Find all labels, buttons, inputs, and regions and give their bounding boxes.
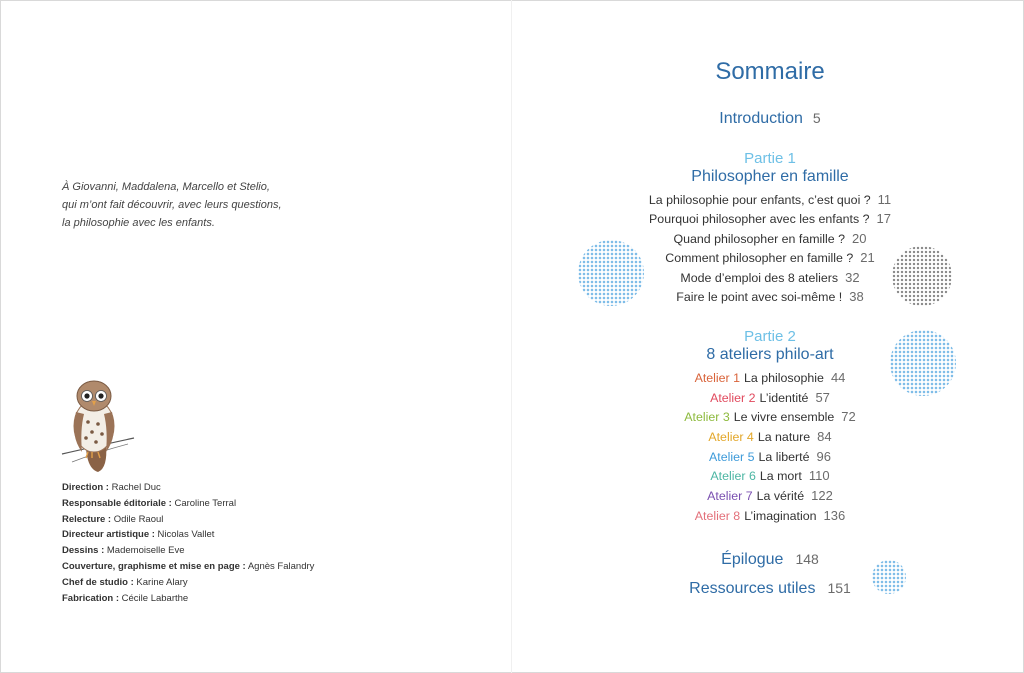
toc-resources[interactable] bbox=[570, 580, 970, 598]
dedication bbox=[62, 178, 362, 232]
toc-entry-label: Ressources utiles bbox=[689, 580, 816, 597]
toc-page-number: 96 bbox=[816, 449, 831, 464]
toc-atelier-entry[interactable] bbox=[570, 468, 970, 483]
toc-entry-label: L’imagination bbox=[744, 509, 817, 523]
toc-page-number: 20 bbox=[852, 231, 867, 246]
toc-title: Sommaire bbox=[715, 58, 825, 85]
toc-entry-label: Quand philosopher en famille ? bbox=[673, 232, 846, 246]
toc-page-number: 84 bbox=[817, 429, 832, 444]
part2-label: Partie 2 bbox=[744, 328, 796, 345]
toc-page-number: 32 bbox=[845, 270, 860, 285]
atelier-number: Atelier 8 bbox=[694, 509, 741, 523]
toc-atelier-entry[interactable] bbox=[570, 488, 970, 503]
toc-page-number: 151 bbox=[827, 580, 851, 596]
page-gutter bbox=[511, 0, 512, 673]
toc-entry[interactable] bbox=[570, 270, 970, 285]
credit-label: Dessins : bbox=[62, 545, 105, 557]
credit-row bbox=[62, 575, 314, 591]
toc-entry-label: Introduction bbox=[719, 110, 803, 127]
toc-entry-label: La mort bbox=[759, 469, 802, 483]
credit-value: Rachel Duc bbox=[108, 482, 161, 493]
toc-entry[interactable] bbox=[570, 192, 970, 207]
toc-atelier-entry[interactable] bbox=[570, 370, 970, 385]
atelier-number: Atelier 6 bbox=[710, 469, 756, 483]
toc-entry[interactable] bbox=[570, 211, 970, 226]
credit-row bbox=[62, 496, 314, 512]
toc-page-number: 57 bbox=[815, 390, 830, 405]
atelier-number: Atelier 4 bbox=[708, 430, 754, 444]
toc-entry-label: La philosophie pour enfants, c’est quoi ? bbox=[648, 193, 871, 207]
toc-entry-label: La vérité bbox=[756, 489, 805, 503]
atelier-number: Atelier 3 bbox=[684, 410, 730, 424]
atelier-number: Atelier 5 bbox=[709, 450, 755, 464]
credit-row bbox=[62, 591, 314, 607]
toc-entry-label: L’identité bbox=[759, 391, 809, 405]
toc-atelier-entry[interactable] bbox=[570, 449, 970, 464]
credit-value: Cécile Labarthe bbox=[119, 592, 189, 604]
credit-label: Couverture, graphisme et mise en page : bbox=[62, 560, 246, 572]
credit-row bbox=[62, 527, 314, 543]
credit-value: Nicolas Vallet bbox=[154, 529, 215, 541]
atelier-number: Atelier 7 bbox=[707, 489, 753, 503]
credit-value: Agnès Falandry bbox=[245, 560, 315, 572]
toc-entry[interactable] bbox=[570, 289, 970, 304]
credit-label: Responsable éditoriale : bbox=[62, 497, 172, 509]
credit-label: Fabrication : bbox=[62, 592, 120, 604]
toc-page-number: 44 bbox=[830, 370, 846, 385]
toc-page-number: 136 bbox=[823, 508, 846, 523]
toc-page-number: 21 bbox=[860, 250, 875, 265]
credit-value: Karine Alary bbox=[133, 576, 188, 588]
part2-title: 8 ateliers philo-art bbox=[706, 346, 834, 363]
toc-atelier-entry[interactable] bbox=[570, 508, 970, 523]
credit-row bbox=[62, 480, 314, 496]
credit-label: Directeur artistique : bbox=[62, 529, 155, 541]
part1-title: Philosopher en famille bbox=[691, 168, 849, 185]
toc-entry[interactable] bbox=[570, 250, 970, 265]
credit-row bbox=[62, 512, 314, 528]
toc-page-number: 5 bbox=[812, 110, 821, 126]
toc-epilogue[interactable] bbox=[570, 551, 970, 569]
toc-page-number: 11 bbox=[877, 192, 892, 207]
toc-page-number: 122 bbox=[811, 488, 833, 503]
toc-page-number: 17 bbox=[876, 211, 891, 226]
toc-page-number: 148 bbox=[795, 551, 819, 567]
toc-entry-label: Comment philosopher en famille ? bbox=[665, 251, 854, 265]
credit-label: Direction : bbox=[62, 482, 109, 493]
credit-value: Odile Raoul bbox=[111, 513, 164, 525]
credits bbox=[62, 480, 314, 606]
toc-entry-label: Mode d’emploi des 8 ateliers bbox=[680, 271, 839, 285]
atelier-number: Atelier 1 bbox=[694, 371, 741, 385]
credit-row bbox=[62, 559, 314, 575]
toc-atelier-entry[interactable] bbox=[570, 390, 970, 405]
credit-value: Mademoiselle Eve bbox=[104, 545, 185, 557]
dedication-line: À Giovanni, Maddalena, Marcello et Stelio, bbox=[62, 181, 270, 193]
credit-label: Chef de studio : bbox=[62, 576, 134, 588]
toc-page-number: 72 bbox=[841, 409, 856, 424]
credit-label: Relecture : bbox=[62, 513, 112, 525]
toc-atelier-entry[interactable] bbox=[570, 409, 970, 424]
toc-entry-label: La nature bbox=[757, 430, 811, 444]
credit-row bbox=[62, 543, 314, 559]
toc-entry[interactable] bbox=[570, 231, 970, 246]
dedication-line: qui m’ont fait découvrir, avec leurs questions, bbox=[62, 199, 282, 211]
toc-entry-label: La philosophie bbox=[744, 371, 824, 385]
toc-atelier-entry[interactable] bbox=[570, 429, 970, 444]
toc-entry-label: Épilogue bbox=[721, 551, 784, 568]
dedication-line: la philosophie avec les enfants. bbox=[62, 217, 215, 229]
atelier-number: Atelier 2 bbox=[710, 391, 756, 405]
toc-entry-label: La liberté bbox=[758, 450, 810, 464]
owl-illustration bbox=[58, 372, 138, 476]
toc-introduction[interactable] bbox=[570, 110, 970, 128]
toc-entry-label: Pourquoi philosopher avec les enfants ? bbox=[649, 212, 870, 226]
part1-label: Partie 1 bbox=[744, 150, 796, 167]
credit-value: Caroline Terral bbox=[171, 497, 237, 509]
toc-entry-label: Le vivre ensemble bbox=[733, 410, 835, 424]
toc-page-number: 38 bbox=[849, 289, 864, 304]
toc-entry-label: Faire le point avec soi-même ! bbox=[676, 290, 843, 304]
toc-page-number: 110 bbox=[808, 468, 830, 483]
